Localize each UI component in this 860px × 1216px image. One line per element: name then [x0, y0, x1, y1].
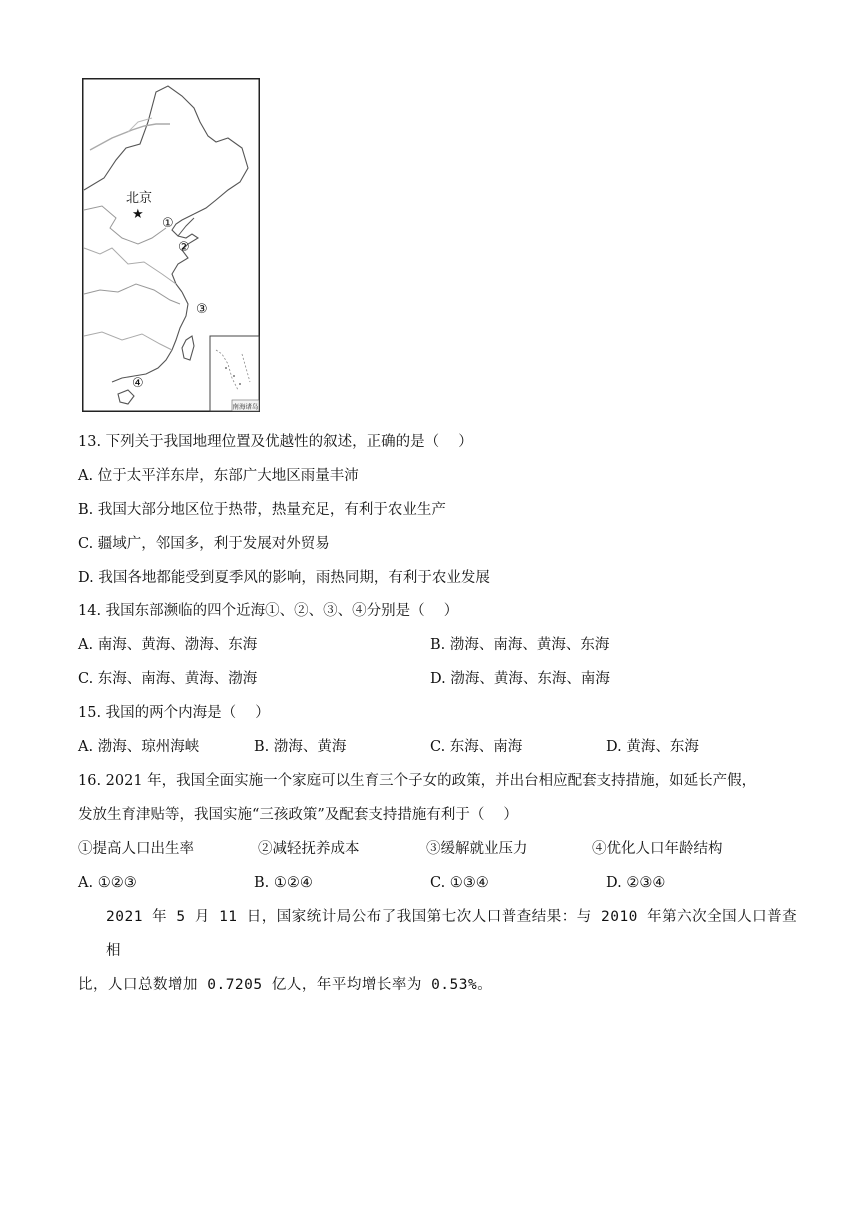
q16-option-b[interactable]: B. ①②④ [254, 875, 313, 891]
q14-stem: 14. 我国东部濒临的四个近海①、②、③、④分别是（ ） [78, 603, 459, 619]
q13-option-d[interactable]: D. 我国各地都能受到夏季风的影响，雨热同期，有利于农业发展 [78, 570, 490, 586]
marker-3: ③ [196, 302, 208, 317]
q16-statement-3: ③缓解就业压力 [426, 841, 528, 857]
q16-option-a[interactable]: A. ①②③ [78, 875, 137, 891]
china-east-coast-map [82, 78, 260, 412]
q15-option-b[interactable]: B. 渤海、黄海 [254, 739, 347, 755]
q16-statement-1: ①提高人口出生率 [78, 841, 194, 857]
census-passage [78, 900, 798, 1002]
passage-line-2: 比，人口总数增加 0.7205 亿人，年平均增长率为 0.53%。 [78, 977, 493, 993]
q13-option-a[interactable]: A. 位于太平洋东岸，东部广大地区雨量丰沛 [78, 468, 359, 484]
marker-2: ② [178, 240, 190, 255]
q16-statement-4: ④优化人口年龄结构 [592, 841, 723, 857]
q14-option-d[interactable]: D. 渤海、黄海、东海、南海 [430, 671, 610, 687]
q16-option-c[interactable]: C. ①③④ [430, 875, 489, 891]
q14-option-c[interactable]: C. 东海、南海、黄海、渤海 [78, 671, 258, 687]
beijing-label: 北京 [126, 191, 153, 206]
inset-label: 南海诸岛 [232, 402, 259, 411]
q13-stem: 13. 下列关于我国地理位置及优越性的叙述，正确的是（ ） [78, 434, 473, 450]
q16-statement-2: ②减轻抚养成本 [258, 841, 360, 857]
map-figure [82, 78, 260, 412]
q16-stem-line2: 发放生育津贴等，我国实施“三孩政策”及配套支持措施有利于（ ） [78, 807, 518, 823]
q14-option-a[interactable]: A. 南海、黄海、渤海、东海 [78, 637, 258, 653]
q15-option-c[interactable]: C. 东海、南海 [430, 739, 523, 755]
q15-option-d[interactable]: D. 黄海、东海 [606, 739, 699, 755]
q14-option-b[interactable]: B. 渤海、南海、黄海、东海 [430, 637, 610, 653]
marker-1: ① [162, 216, 174, 231]
q15-option-a[interactable]: A. 渤海、琼州海峡 [78, 739, 200, 755]
q16-stem-line1: 16. 2021 年，我国全面实施一个家庭可以生育三个子女的政策，并出台相应配套支持措施，如延长产假， [78, 773, 757, 789]
marker-4: ④ [132, 376, 144, 391]
q13-option-b[interactable]: B. 我国大部分地区位于热带，热量充足，有利于农业生产 [78, 502, 446, 518]
q16-option-d[interactable]: D. ②③④ [606, 875, 666, 891]
passage-line-1: 2021 年 5 月 11 日，国家统计局公布了我国第七次人口普查结果：与 2010 年第六次全国人口普查相 [106, 909, 798, 959]
capital-star-icon: ★ [132, 207, 144, 222]
q15-stem: 15. 我国的两个内海是（ ） [78, 705, 270, 721]
q13-option-c[interactable]: C. 疆域广，邻国多，利于发展对外贸易 [78, 536, 330, 552]
